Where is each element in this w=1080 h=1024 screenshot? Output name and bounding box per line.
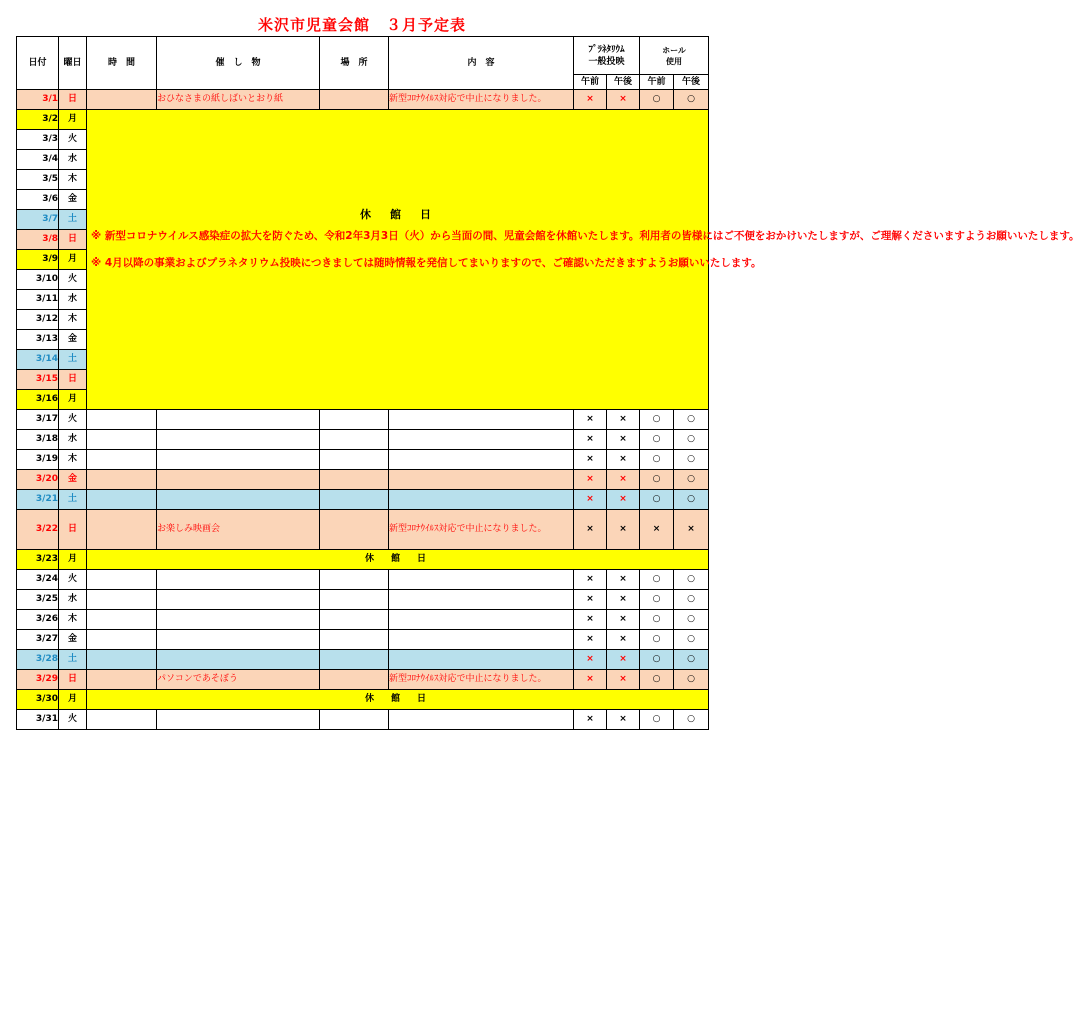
table-row <box>17 490 709 510</box>
row-dow: 土 <box>59 490 87 510</box>
row-date: 3/6 <box>17 190 59 210</box>
row-planetarium-am: × <box>574 590 607 610</box>
row-dow: 日 <box>59 670 87 690</box>
header-planetarium-pm: 午後 <box>607 75 640 90</box>
row-planetarium-am: × <box>574 630 607 650</box>
row-date: 3/16 <box>17 390 59 410</box>
row-dow: 土 <box>59 210 87 230</box>
row-hall-pm: ○ <box>674 450 709 470</box>
table-row <box>17 510 709 550</box>
table-row <box>17 450 709 470</box>
row-hall-am: ○ <box>640 650 674 670</box>
table-row <box>17 630 709 650</box>
row-dow: 木 <box>59 310 87 330</box>
row-dow: 水 <box>59 430 87 450</box>
row-dow: 金 <box>59 630 87 650</box>
table-row <box>17 650 709 670</box>
row-planetarium-am: × <box>574 510 607 550</box>
row-dow: 土 <box>59 350 87 370</box>
row-date: 3/7 <box>17 210 59 230</box>
header-content: 内 容 <box>389 37 574 90</box>
row-date: 3/3 <box>17 130 59 150</box>
row-dow: 水 <box>59 290 87 310</box>
row-hall-pm: ○ <box>674 570 709 590</box>
row-dow: 水 <box>59 150 87 170</box>
row-date: 3/29 <box>17 670 59 690</box>
row-hall-pm: ○ <box>674 410 709 430</box>
table-row <box>17 90 709 110</box>
closed-notice-1: ※ 新型コロナウイルス感染症の拡大を防ぐため、令和2年3月3日（火）から当面の間、児童会館を休館いたします。利用者の皆様にはご不便をおかけいたしますが、ご理解くださいますようお願いいたします。 <box>91 230 1080 242</box>
row-hall-am: ○ <box>640 430 674 450</box>
row-planetarium-am: × <box>574 710 607 730</box>
row-date: 3/12 <box>17 310 59 330</box>
row-planetarium-am: × <box>574 90 607 110</box>
row-dow: 月 <box>59 550 87 570</box>
header-planetarium-am: 午前 <box>574 75 607 90</box>
row-date: 3/2 <box>17 110 59 130</box>
table-row <box>17 550 709 570</box>
row-dow: 月 <box>59 690 87 710</box>
row-date: 3/24 <box>17 570 59 590</box>
row-date: 3/9 <box>17 250 59 270</box>
row-hall-pm: ○ <box>674 90 709 110</box>
row-content: 新型ｺﾛﾅｳｲﾙｽ対応で中止になりました。 <box>389 510 574 550</box>
row-dow: 金 <box>59 470 87 490</box>
row-date: 3/1 <box>17 90 59 110</box>
row-dow: 木 <box>59 170 87 190</box>
row-date: 3/4 <box>17 150 59 170</box>
row-planetarium-pm: × <box>607 710 640 730</box>
row-date: 3/17 <box>17 410 59 430</box>
table-row <box>17 570 709 590</box>
row-planetarium-am: × <box>574 650 607 670</box>
row-planetarium-pm: × <box>607 510 640 550</box>
row-planetarium-am: × <box>574 670 607 690</box>
row-date: 3/10 <box>17 270 59 290</box>
row-planetarium-pm: × <box>607 470 640 490</box>
table-row <box>17 690 709 710</box>
row-dow: 金 <box>59 190 87 210</box>
row-dow: 日 <box>59 510 87 550</box>
header-dow: 曜日 <box>59 37 87 90</box>
table-row <box>17 590 709 610</box>
row-event: おひなさまの紙しばいとおり紙 <box>157 90 320 110</box>
row-date: 3/20 <box>17 470 59 490</box>
row-planetarium-am: × <box>574 570 607 590</box>
row-planetarium-am: × <box>574 450 607 470</box>
row-date: 3/5 <box>17 170 59 190</box>
row-date: 3/22 <box>17 510 59 550</box>
row-hall-pm: ○ <box>674 430 709 450</box>
row-planetarium-am: × <box>574 490 607 510</box>
row-date: 3/25 <box>17 590 59 610</box>
row-hall-am: × <box>640 510 674 550</box>
header-hall: ホール 使用 <box>640 37 709 75</box>
row-hall-am: ○ <box>640 410 674 430</box>
row-hall-pm: ○ <box>674 470 709 490</box>
table-row <box>17 670 709 690</box>
row-planetarium-pm: × <box>607 590 640 610</box>
row-dow: 火 <box>59 570 87 590</box>
row-date: 3/15 <box>17 370 59 390</box>
row-hall-am: ○ <box>640 590 674 610</box>
closed-notice-block <box>87 110 1080 410</box>
row-date: 3/21 <box>17 490 59 510</box>
row-content: 新型ｺﾛﾅｳｲﾙｽ対応で中止になりました。 <box>389 670 574 690</box>
row-date: 3/18 <box>17 430 59 450</box>
row-dow: 土 <box>59 650 87 670</box>
header-planetarium: ﾌﾟﾗﾈﾀﾘｳﾑ 一般投映 <box>574 37 640 75</box>
row-dow: 日 <box>59 90 87 110</box>
row-date: 3/28 <box>17 650 59 670</box>
row-planetarium-pm: × <box>607 670 640 690</box>
row-dow: 火 <box>59 270 87 290</box>
closed-notice-2: ※ 4月以降の事業およびプラネタリウム投映につきましては随時情報を発信してまいりますので、ご確認いただきますようお願いいたします。 <box>91 257 762 269</box>
row-hall-pm: ○ <box>674 670 709 690</box>
row-date: 3/27 <box>17 630 59 650</box>
row-date: 3/8 <box>17 230 59 250</box>
header-place: 場 所 <box>320 37 389 90</box>
row-dow: 月 <box>59 250 87 270</box>
row-dow: 火 <box>59 410 87 430</box>
row-hall-am: ○ <box>640 630 674 650</box>
row-hall-am: ○ <box>640 570 674 590</box>
row-planetarium-pm: × <box>607 430 640 450</box>
page-title: 米沢市児童会館 ３月予定表 <box>257 16 466 34</box>
row-hall-am: ○ <box>640 610 674 630</box>
row-date: 3/26 <box>17 610 59 630</box>
row-event: お楽しみ映画会 <box>157 510 320 550</box>
row-dow: 金 <box>59 330 87 350</box>
row-date: 3/23 <box>17 550 59 570</box>
row-planetarium-pm: × <box>607 450 640 470</box>
row-planetarium-pm: × <box>607 90 640 110</box>
row-hall-pm: ○ <box>674 590 709 610</box>
row-date: 3/11 <box>17 290 59 310</box>
table-row <box>17 410 709 430</box>
schedule-table <box>16 36 1080 730</box>
row-planetarium-am: × <box>574 430 607 450</box>
header-hall-am: 午前 <box>640 75 674 90</box>
row-content: 新型ｺﾛﾅｳｲﾙｽ対応で中止になりました。 <box>389 90 574 110</box>
row-hall-am: ○ <box>640 670 674 690</box>
row-hall-am: ○ <box>640 450 674 470</box>
row-dow: 日 <box>59 230 87 250</box>
row-planetarium-pm: × <box>607 410 640 430</box>
row-date: 3/31 <box>17 710 59 730</box>
row-hall-pm: × <box>674 510 709 550</box>
closed-label: 休 館 日 <box>87 690 709 710</box>
row-dow: 月 <box>59 390 87 410</box>
row-event: パソコンであそぼう <box>157 670 320 690</box>
row-planetarium-pm: × <box>607 490 640 510</box>
row-planetarium-am: × <box>574 410 607 430</box>
row-hall-pm: ○ <box>674 610 709 630</box>
row-place <box>320 90 389 110</box>
row-dow: 火 <box>59 710 87 730</box>
row-planetarium-pm: × <box>607 650 640 670</box>
row-date: 3/13 <box>17 330 59 350</box>
table-row <box>17 110 709 130</box>
row-dow: 火 <box>59 130 87 150</box>
row-hall-am: ○ <box>640 710 674 730</box>
row-hall-am: ○ <box>640 470 674 490</box>
row-planetarium-pm: × <box>607 630 640 650</box>
row-hall-pm: ○ <box>674 650 709 670</box>
table-row <box>17 610 709 630</box>
header-hall-pm: 午後 <box>674 75 709 90</box>
row-dow: 日 <box>59 370 87 390</box>
closed-label: 休 館 日 <box>87 550 709 570</box>
row-date: 3/14 <box>17 350 59 370</box>
row-hall-am: ○ <box>640 490 674 510</box>
row-planetarium-am: × <box>574 610 607 630</box>
row-planetarium-am: × <box>574 470 607 490</box>
table-row <box>17 470 709 490</box>
row-dow: 木 <box>59 450 87 470</box>
row-hall-pm: ○ <box>674 630 709 650</box>
row-hall-pm: ○ <box>674 710 709 730</box>
row-date: 3/19 <box>17 450 59 470</box>
row-dow: 水 <box>59 590 87 610</box>
row-planetarium-pm: × <box>607 610 640 630</box>
row-dow: 木 <box>59 610 87 630</box>
header-event: 催 し 物 <box>157 37 320 90</box>
row-time <box>87 90 157 110</box>
row-hall-am: ○ <box>640 90 674 110</box>
row-date: 3/30 <box>17 690 59 710</box>
table-row <box>17 430 709 450</box>
header-date: 日付 <box>17 37 59 90</box>
row-planetarium-pm: × <box>607 570 640 590</box>
row-dow: 月 <box>59 110 87 130</box>
row-hall-pm: ○ <box>674 490 709 510</box>
header-time: 時 間 <box>87 37 157 90</box>
table-row <box>17 710 709 730</box>
closed-label: 休 館 日 <box>360 208 435 221</box>
